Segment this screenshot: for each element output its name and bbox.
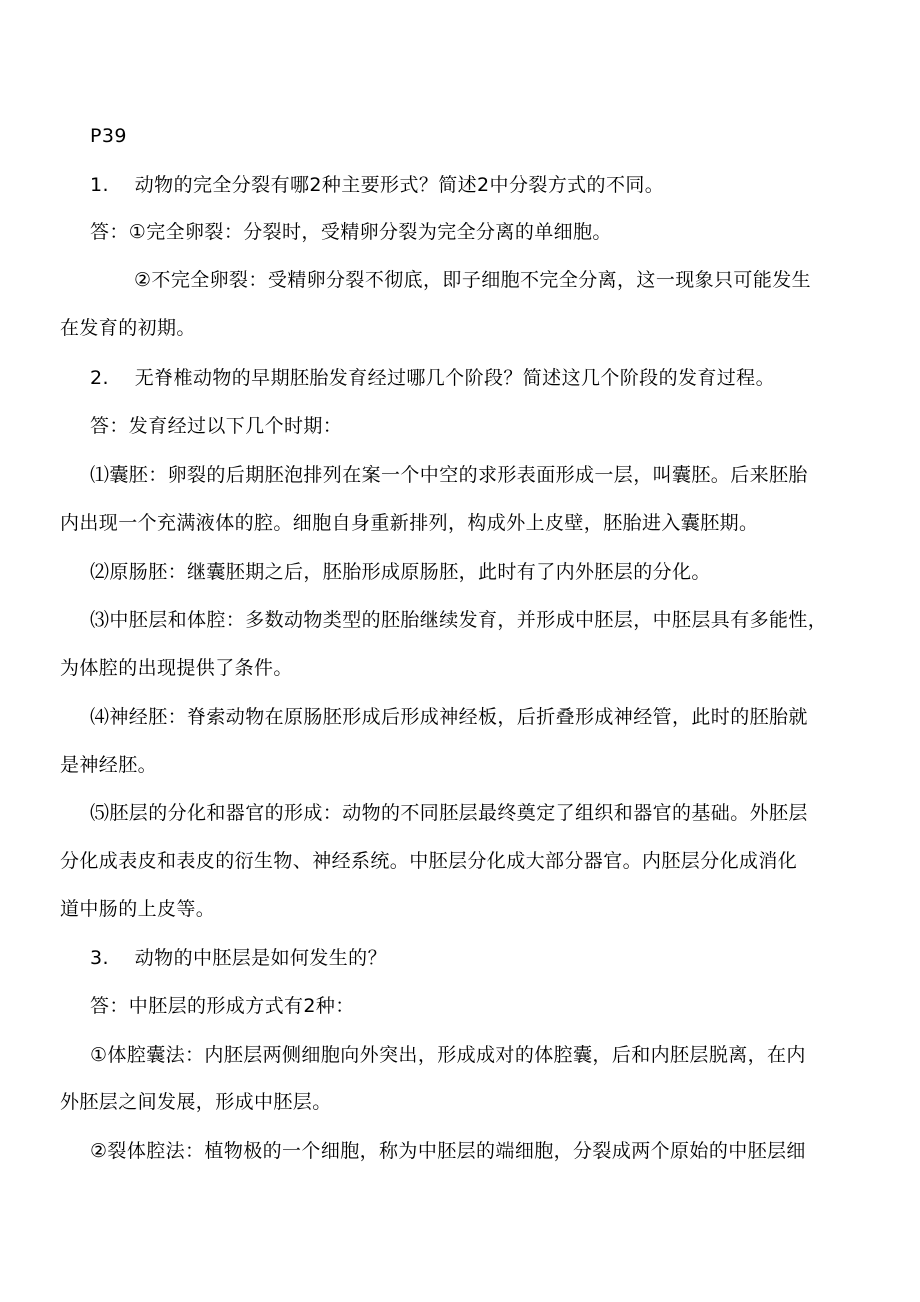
answer-3-intro: 答：中胚层的形成方式有2种： — [90, 995, 355, 1017]
answer-2-intro: 答：发育经过以下几个时期： — [90, 415, 343, 437]
answer-2-item-1-line-2: 内出现一个充满液体的腔。细胞自身重新排列，构成外上皮壁，胚胎进入囊胚期。 — [60, 512, 759, 534]
question-3: 3. 动物的中胚层是如何发生的？ — [90, 947, 387, 969]
answer-3-item-1-line-2: 外胚层之间发展，形成中胚层。 — [60, 1091, 332, 1113]
answer-2-item-2: ⑵原肠胚：继囊胚期之后，胚胎形成原肠胚，此时有了内外胚层的分化。 — [90, 561, 711, 583]
answer-3-item-1-line-1: ①体腔囊法：内胚层两侧细胞向外突出，形成成对的体腔囊，后和内胚层脱离，在内 — [90, 1044, 806, 1066]
page-label: P39 — [90, 125, 127, 147]
answer-2-item-3-line-1: ⑶中胚层和体腔：多数动物类型的胚胎继续发育，并形成中胚层，中胚层具有多能性， — [90, 609, 828, 631]
answer-2-item-3-line-2: 为体腔的出现提供了条件。 — [60, 657, 293, 679]
question-2: 2. 无脊椎动物的早期胚胎发育经过哪几个阶段？简述这几个阶段的发育过程。 — [90, 367, 775, 389]
answer-2-item-4-line-2: 是神经胚。 — [60, 754, 158, 776]
answer-1-line-1: 答：①完全卵裂：分裂时，受精卵分裂为完全分离的单细胞。 — [90, 221, 612, 243]
answer-2-item-5-line-3: 道中肠的上皮等。 — [60, 898, 216, 920]
answer-3-item-2-line-1: ②裂体腔法：植物极的一个细胞，称为中胚层的端细胞，分裂成两个原始的中胚层细 — [90, 1140, 806, 1162]
answer-1-line-2: ②不完全卵裂：受精卵分裂不彻底，即子细胞不完全分离，这一现象只可能发生 — [134, 269, 812, 291]
answer-2-item-1-line-1: ⑴囊胚：卵裂的后期胚泡排列在案一个中空的求形表面形成一层，叫囊胚。后来胚胎 — [90, 464, 808, 486]
answer-2-item-4-line-1: ⑷神经胚：脊索动物在原肠胚形成后形成神经板，后折叠形成神经管，此时的胚胎就 — [90, 706, 808, 728]
question-1: 1. 动物的完全分裂有哪2种主要形式？简述2中分裂方式的不同。 — [90, 174, 665, 196]
answer-2-item-5-line-2: 分化成表皮和表皮的衍生物、神经系统。中胚层分化成大部分器官。内胚层分化成消化 — [60, 850, 798, 872]
answer-2-item-5-line-1: ⑸胚层的分化和器官的形成：动物的不同胚层最终奠定了组织和器官的基础。外胚层 — [90, 802, 808, 824]
answer-1-line-3: 在发育的初期。 — [60, 317, 196, 339]
